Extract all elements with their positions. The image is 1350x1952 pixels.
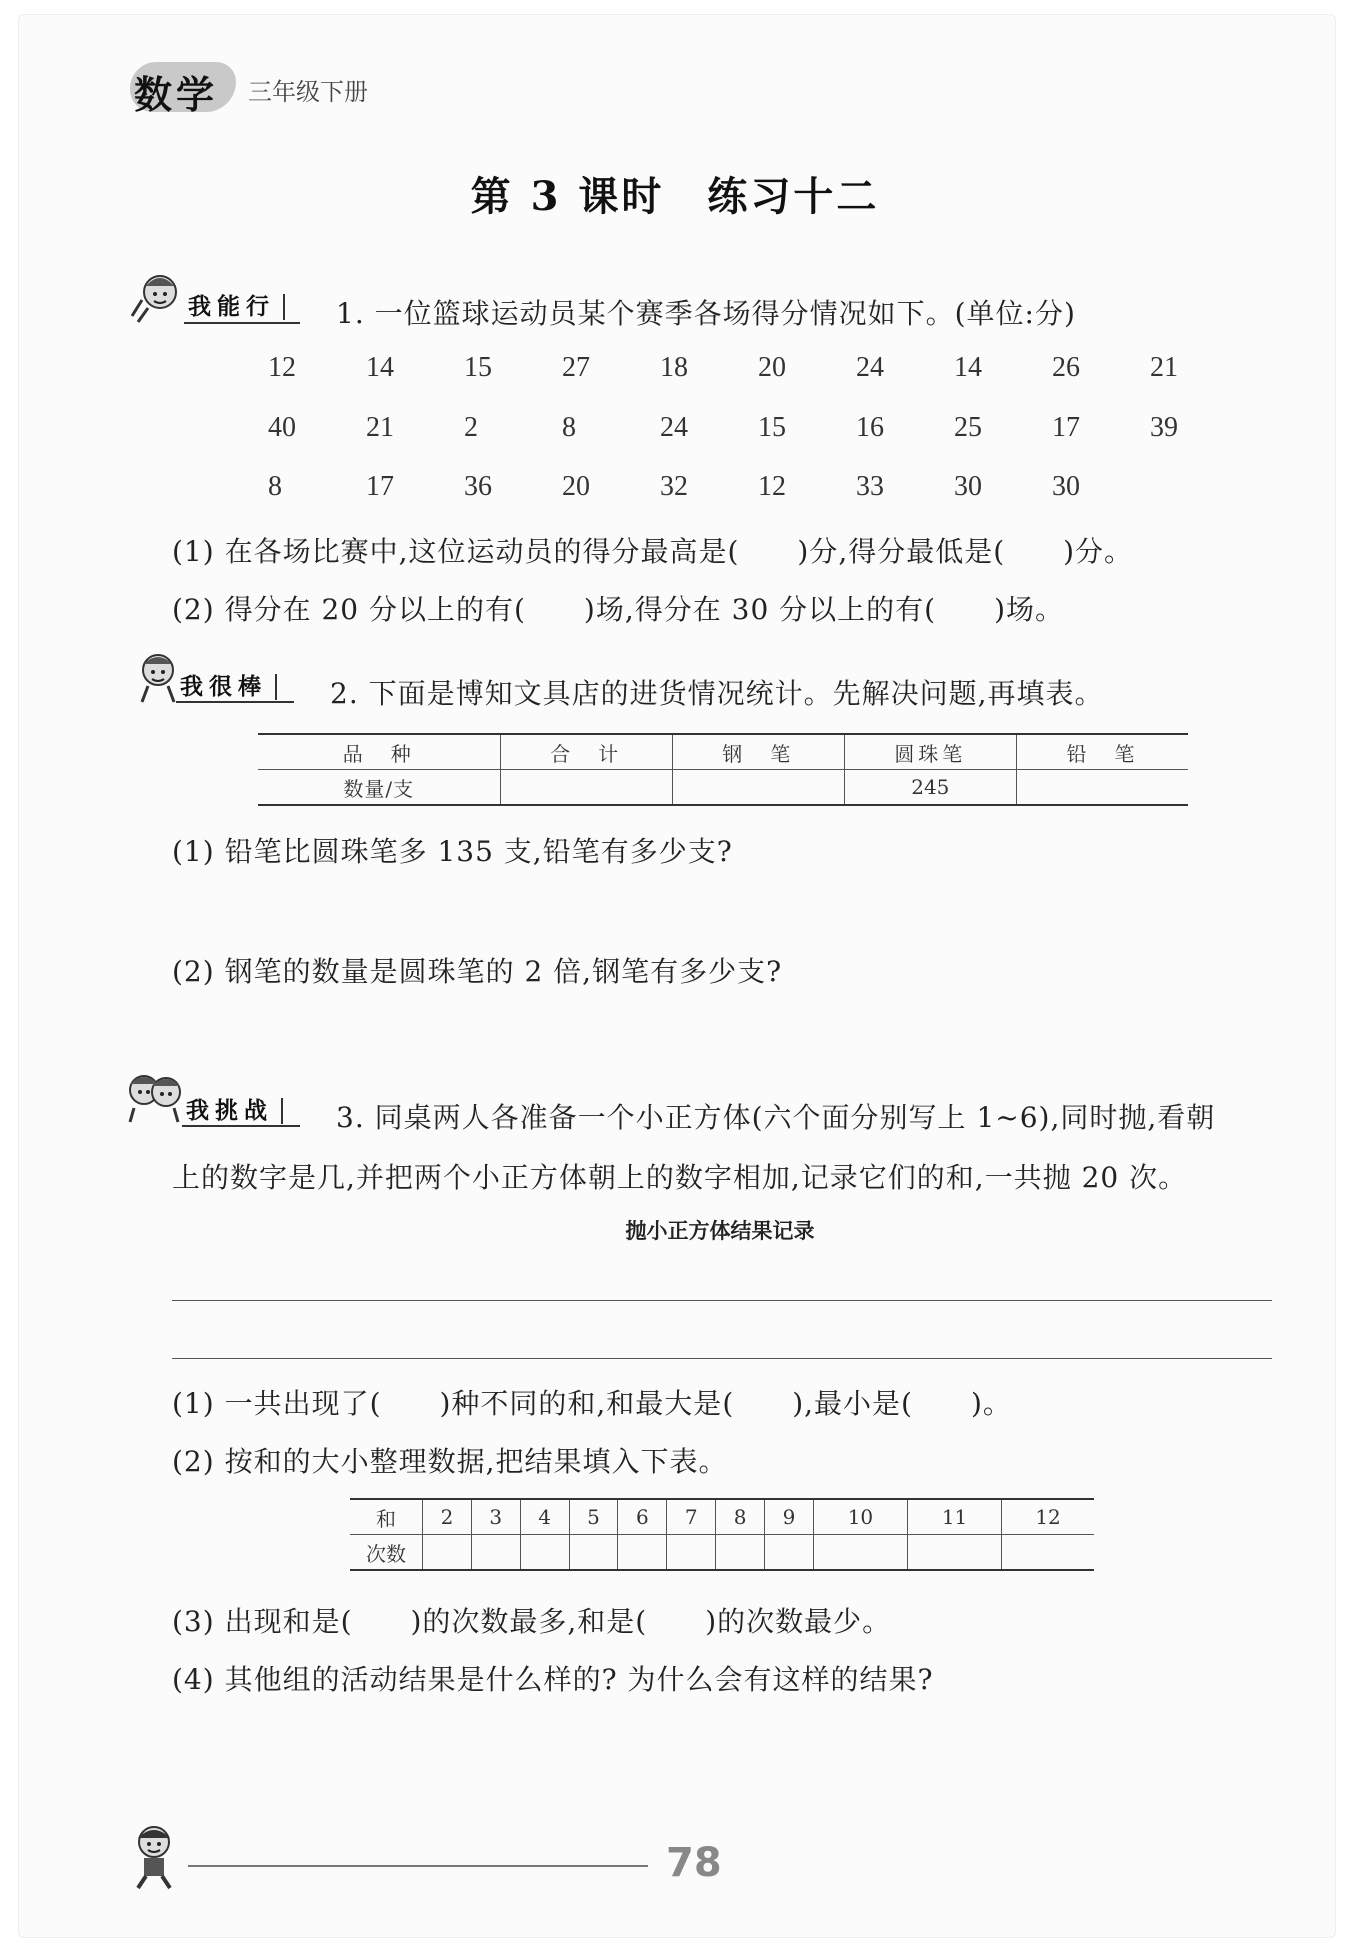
header-subject: 数学 xyxy=(134,73,219,117)
table-row xyxy=(350,1535,1094,1571)
table-header-row xyxy=(350,1499,1094,1535)
score-cell: 32 xyxy=(660,471,688,502)
table-header-cell: 10 xyxy=(813,1499,907,1535)
table-cell-blank[interactable] xyxy=(569,1535,618,1571)
score-cell: 27 xyxy=(562,352,590,383)
section1-question: 1. 一位篮球运动员某个赛季各场得分情况如下。(单位:分) xyxy=(336,297,1076,330)
score-cell: 30 xyxy=(954,471,982,502)
section1-sub2: (2) 得分在 20 分以上的有( )场,得分在 30 分以上的有( )场。 xyxy=(172,593,1065,626)
score-cell: 2 xyxy=(464,412,478,443)
boy-mascot-icon xyxy=(124,1822,186,1890)
score-cell: 16 xyxy=(856,412,884,443)
section3-sub3: (3) 出现和是( )的次数最多,和是( )的次数最少。 xyxy=(172,1605,892,1638)
table-cell-blank[interactable] xyxy=(1002,1535,1094,1571)
table-cell-blank[interactable] xyxy=(813,1535,907,1571)
table-header-cell: 合 计 xyxy=(500,734,672,770)
score-cell: 24 xyxy=(660,412,688,443)
record-line[interactable] xyxy=(172,1358,1272,1359)
record-title: 抛小正方体结果记录 xyxy=(625,1219,815,1243)
table-header-cell: 7 xyxy=(667,1499,716,1535)
score-cell: 8 xyxy=(562,412,576,443)
table-header-cell: 11 xyxy=(907,1499,1001,1535)
table-header-cell: 9 xyxy=(765,1499,814,1535)
score-cell: 15 xyxy=(758,412,786,443)
table-cell-blank[interactable] xyxy=(667,1535,716,1571)
table-cell-blank[interactable] xyxy=(618,1535,667,1571)
score-cell: 14 xyxy=(954,352,982,383)
table-header-cell: 3 xyxy=(471,1499,520,1535)
table-cell-blank[interactable] xyxy=(765,1535,814,1571)
table-header-row xyxy=(258,734,1188,770)
table-cell-blank[interactable] xyxy=(520,1535,569,1571)
children-mascot-icon xyxy=(122,1064,188,1124)
table-header-cell: 品 种 xyxy=(258,734,500,770)
score-cell: 15 xyxy=(464,352,492,383)
girl-mascot-icon xyxy=(128,270,188,326)
table-row-label: 次数 xyxy=(350,1535,423,1571)
table-row-label: 数量/支 xyxy=(258,770,500,806)
table-header-cell: 6 xyxy=(618,1499,667,1535)
section2-question: 2. 下面是博知文具店的进货情况统计。先解决问题,再填表。 xyxy=(330,677,1104,710)
score-cell: 18 xyxy=(660,352,688,383)
table-row xyxy=(258,770,1188,806)
section3-question-line2: 上的数字是几,并把两个小正方体朝上的数字相加,记录它们的和,一共抛 20 次。 xyxy=(172,1161,1188,1194)
record-line[interactable] xyxy=(172,1300,1272,1301)
section2-badge-underline xyxy=(176,701,294,703)
score-cell: 39 xyxy=(1150,412,1178,443)
section2-sub2: (2) 钢笔的数量是圆珠笔的 2 倍,钢笔有多少支? xyxy=(172,955,783,988)
table-header-cell: 8 xyxy=(716,1499,765,1535)
score-cell: 30 xyxy=(1052,471,1080,502)
section2-badge: 我很棒 xyxy=(180,674,277,700)
table-header-cell: 圆珠笔 xyxy=(844,734,1016,770)
score-cell: 20 xyxy=(758,352,786,383)
score-cell: 12 xyxy=(268,352,296,383)
score-cell: 26 xyxy=(1052,352,1080,383)
table-header-cell: 钢 笔 xyxy=(672,734,844,770)
section3-badge: 我挑战 xyxy=(186,1098,283,1124)
girl-mascot-icon xyxy=(128,650,186,706)
score-cell: 36 xyxy=(464,471,492,502)
header-grade: 三年级下册 xyxy=(248,78,368,106)
score-cell: 21 xyxy=(1150,352,1178,383)
page-number: 78 xyxy=(666,1840,722,1886)
table-cell-blank[interactable] xyxy=(907,1535,1001,1571)
table-cell-blank[interactable] xyxy=(423,1535,472,1571)
table-header-cell: 铅 笔 xyxy=(1016,734,1188,770)
table-cell-blank[interactable] xyxy=(716,1535,765,1571)
table-header-cell: 2 xyxy=(423,1499,472,1535)
section3-sub2: (2) 按和的大小整理数据,把结果填入下表。 xyxy=(172,1445,728,1478)
section3-question-line1: 3. 同桌两人各准备一个小正方体(六个面分别写上 1~6),同时抛,看朝 xyxy=(336,1101,1216,1134)
section1-sub1: (1) 在各场比赛中,这位运动员的得分最高是( )分,得分最低是( )分。 xyxy=(172,535,1134,568)
page-title: 第 3 课时 练习十二 xyxy=(470,173,880,220)
section3-sub1: (1) 一共出现了( )种不同的和,和最大是( ),最小是( )。 xyxy=(172,1387,1012,1420)
section2-sub1: (1) 铅笔比圆珠笔多 135 支,铅笔有多少支? xyxy=(172,835,733,868)
score-cell: 21 xyxy=(366,412,394,443)
score-cell: 12 xyxy=(758,471,786,502)
score-cell: 8 xyxy=(268,471,282,502)
score-cell: 17 xyxy=(1052,412,1080,443)
table-cell-blank[interactable] xyxy=(471,1535,520,1571)
table-cell-total[interactable] xyxy=(500,770,672,806)
section3-badge-underline xyxy=(182,1125,300,1127)
table-header-cell: 5 xyxy=(569,1499,618,1535)
score-cell: 33 xyxy=(856,471,884,502)
section1-badge: 我能行 xyxy=(188,294,285,320)
score-cell: 20 xyxy=(562,471,590,502)
score-cell: 24 xyxy=(856,352,884,383)
stock-table xyxy=(258,733,1188,806)
table-header-cell: 和 xyxy=(350,1499,423,1535)
table-cell-ballpoint-pen: 245 xyxy=(844,770,1016,806)
sum-tally-table xyxy=(350,1498,1094,1571)
score-cell: 14 xyxy=(366,352,394,383)
table-header-cell: 4 xyxy=(520,1499,569,1535)
section3-sub4: (4) 其他组的活动结果是什么样的? 为什么会有这样的结果? xyxy=(172,1663,934,1696)
table-header-cell: 12 xyxy=(1002,1499,1094,1535)
table-cell-pencil[interactable] xyxy=(1016,770,1188,806)
section1-badge-underline xyxy=(184,322,300,324)
score-cell: 25 xyxy=(954,412,982,443)
score-cell: 40 xyxy=(268,412,296,443)
score-cell: 17 xyxy=(366,471,394,502)
footer-rule xyxy=(188,1865,648,1867)
table-cell-fountain-pen[interactable] xyxy=(672,770,844,806)
